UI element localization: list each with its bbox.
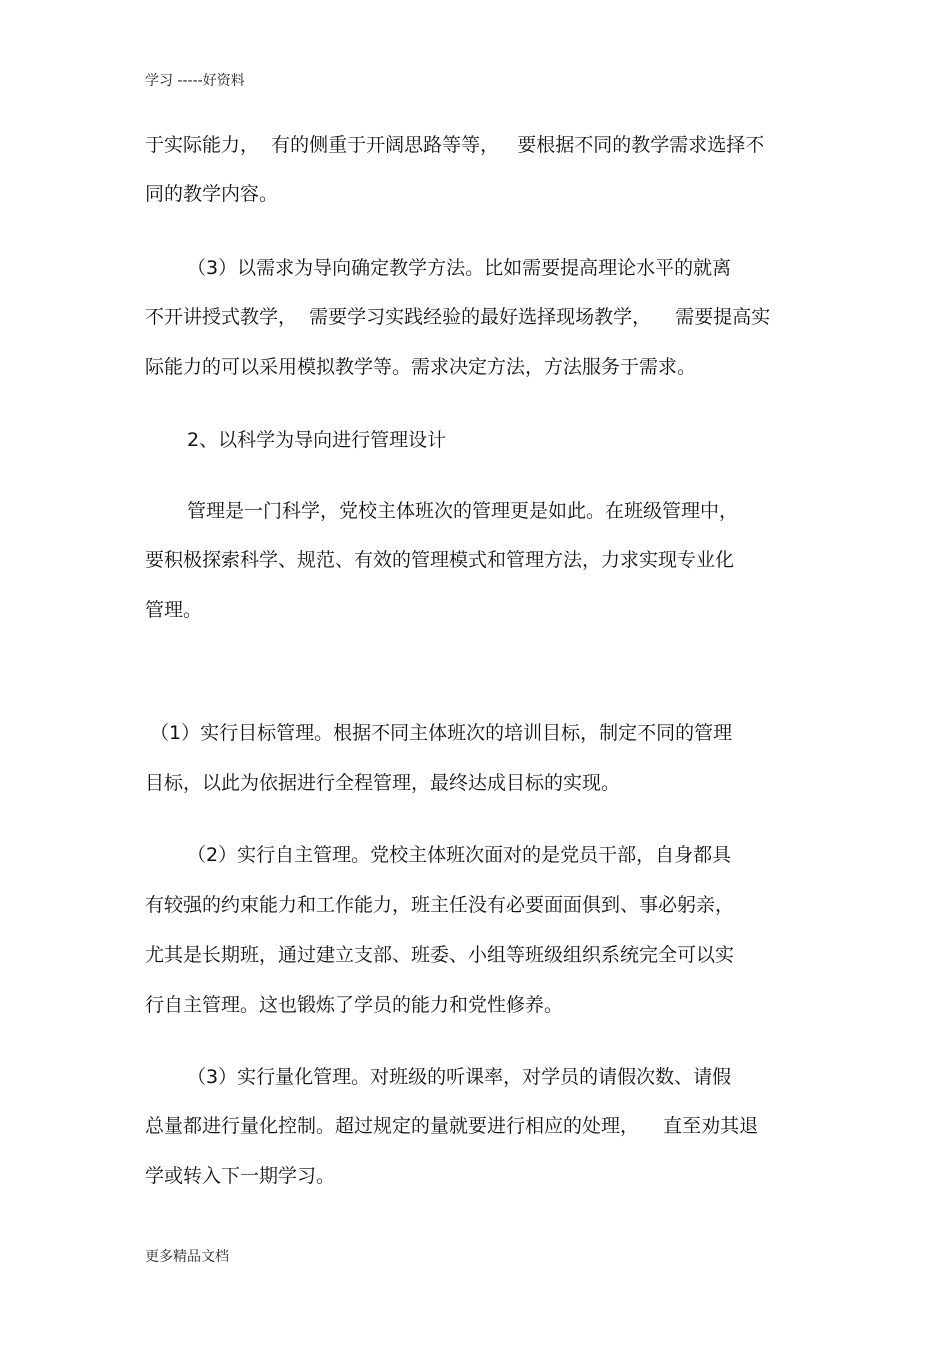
text-line: （2）实行自主管理。党校主体班次面对的是党员干部，自身都具 <box>187 844 732 866</box>
text-line: 目标，以此为依据进行全程管理，最终达成目标的实现。 <box>145 772 621 794</box>
text-line: 管理是一门科学，党校主体班次的管理更是如此。在班级管理中， <box>187 500 739 522</box>
text-line: 学或转入下一期学习。 <box>145 1165 336 1187</box>
text-line: 管理。 <box>145 599 203 621</box>
section-heading: 2、以科学为导向进行管理设计 <box>187 429 447 451</box>
page-footer: 更多精品文档 <box>145 1249 229 1265</box>
text-line: 要积极探索科学、规范、有效的管理模式和管理方法，力求实现专业化 <box>145 549 735 571</box>
text-line: 尤其是长期班，通过建立支部、班委、小组等班级组织系统完全可以实 <box>145 944 735 966</box>
text-line: 际能力的可以采用模拟教学等。需求决定方法，方法服务于需求。 <box>145 356 697 378</box>
text-line: 行自主管理。这也锻炼了学员的能力和党性修养。 <box>145 994 564 1016</box>
text-line: 总量都进行量化控制。超过规定的量就要进行相应的处理， 直至劝其退 <box>145 1115 759 1137</box>
page-header: 学习 -----好资料 <box>145 73 245 89</box>
text-line: 于实际能力， 有的侧重于开阔思路等等， 要根据不同的教学需求选择不 <box>145 134 765 156</box>
text-line: 不开讲授式教学， 需要学习实践经验的最好选择现场教学， 需要提高实 <box>145 306 771 328</box>
text-line: 有较强的约束能力和工作能力，班主任没有必要面面俱到、事必躬亲， <box>145 894 735 916</box>
text-line: （3）实行量化管理。对班级的听课率，对学员的请假次数、请假 <box>187 1066 732 1088</box>
text-line: 同的教学内容。 <box>145 183 279 205</box>
text-line: （3）以需求为导向确定教学方法。比如需要提高理论水平的就离 <box>187 257 732 279</box>
text-line: （1）实行目标管理。根据不同主体班次的培训目标，制定不同的管理 <box>150 722 733 744</box>
